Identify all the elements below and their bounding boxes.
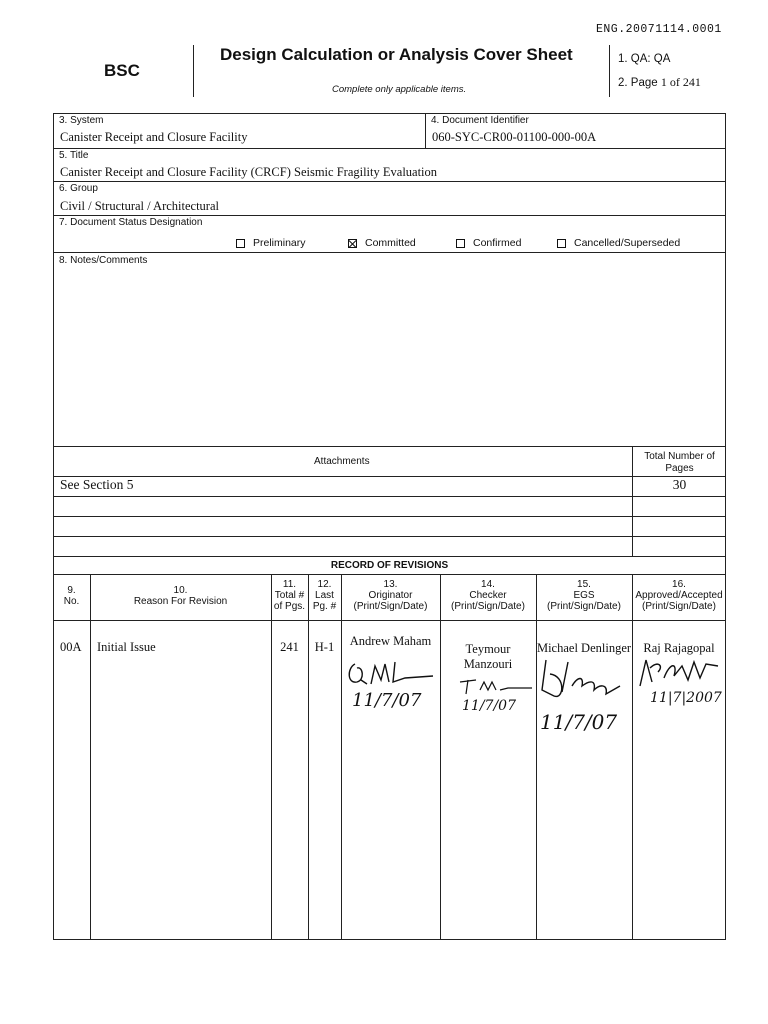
row-divider: [53, 516, 726, 517]
title-label: 5. Title: [59, 150, 89, 161]
col-number: 14.: [481, 579, 495, 590]
row-divider: [53, 556, 726, 557]
title-value: Canister Receipt and Closure Facility (CRCF) Seismic Fragility Evaluation: [60, 165, 438, 179]
header-divider-left: [193, 45, 194, 97]
page-count-label: 2. Page: [618, 77, 661, 89]
col-title: Total #: [274, 590, 305, 601]
checker-name-line1: Teymour: [465, 642, 511, 656]
row-divider: [53, 181, 726, 182]
status-option-label: Committed: [365, 237, 416, 249]
col-header-no: [53, 585, 90, 607]
originator-name: Andrew Maham: [349, 634, 432, 648]
total-pages-header: [633, 451, 726, 475]
col-number: 12.: [317, 579, 332, 590]
group-label: 6. Group: [59, 183, 98, 194]
system-value: Canister Receipt and Closure Facility: [60, 130, 248, 144]
revision-number: 00A: [60, 640, 82, 654]
row-divider: [53, 252, 726, 253]
group-value: Civil / Structural / Architectural: [60, 199, 219, 213]
rev-col-divider: [632, 574, 633, 940]
col-title: Approved/Accepted: [635, 590, 723, 601]
rev-col-divider: [536, 574, 537, 940]
checker-signature: [458, 676, 536, 698]
revision-last-page: H-1: [314, 640, 335, 654]
col-title: EGS: [573, 590, 595, 601]
rev-col-divider: [341, 574, 342, 940]
rev-col-divider: [271, 574, 272, 940]
doc-id-value: 060-SYC-CR00-01100-000-00A: [432, 130, 597, 144]
approver-name: Raj Rajagopal: [643, 641, 715, 655]
col-number: 10.: [173, 585, 188, 596]
status-option-label: Cancelled/Superseded: [574, 237, 681, 249]
status-label: 7. Document Status Designation: [59, 217, 203, 228]
org-logo-text: BSC: [104, 61, 140, 80]
col-title: No.: [63, 596, 80, 607]
revision-reason: Initial Issue: [97, 640, 156, 654]
col-title: Reason For Revision: [133, 596, 228, 607]
approver-date: 11|7|2007: [650, 690, 722, 706]
col-title: (Print/Sign/Date): [353, 601, 428, 612]
col-number: 11.: [282, 579, 297, 590]
checker-date: 11/7/07: [462, 698, 516, 714]
document-reference-number: ENG.20071114.0001: [596, 23, 722, 36]
field-divider: [425, 113, 426, 149]
col-number: 15.: [577, 579, 591, 590]
revisions-header: RECORD OF REVISIONS: [330, 560, 449, 571]
col-number: 16.: [672, 579, 686, 590]
col-title: (Print/Sign/Date): [451, 601, 525, 612]
status-preliminary[interactable]: [236, 237, 306, 249]
egs-signature: [538, 656, 628, 712]
col-title: (Print/Sign/Date): [642, 601, 716, 612]
col-title: Pg. #: [312, 601, 337, 612]
col-number: 13.: [383, 579, 398, 590]
qa-designation: 1. QA: QA: [618, 53, 671, 65]
col-header-total-pages: [271, 579, 308, 612]
approver-signature: [634, 652, 724, 692]
notes-label: 8. Notes/Comments: [59, 255, 148, 266]
checkbox-confirmed[interactable]: [456, 239, 465, 248]
total-pages-header-line1: Total Number of: [644, 451, 715, 462]
rev-col-divider: [308, 574, 309, 940]
page-title: Design Calculation or Analysis Cover Sheet: [220, 45, 573, 64]
status-cancelled[interactable]: [557, 237, 680, 249]
checkbox-preliminary[interactable]: [236, 239, 245, 248]
checker-name-line2: Manzouri: [463, 657, 513, 671]
egs-date: 11/7/07: [540, 710, 618, 734]
row-divider: [53, 620, 726, 621]
page-subtitle: Complete only applicable items.: [332, 84, 467, 95]
rev-col-divider: [90, 574, 91, 940]
status-confirmed[interactable]: [456, 237, 521, 249]
originator-date: 11/7/07: [352, 690, 422, 711]
page-count: [618, 75, 701, 90]
col-title: Checker: [469, 590, 507, 601]
col-header-originator: [341, 579, 440, 612]
egs-name: Michael Denlinger: [536, 641, 632, 655]
col-header-reason: [90, 585, 271, 607]
total-pages-header-line2: Pages: [665, 463, 694, 474]
col-title: (Print/Sign/Date): [547, 601, 621, 612]
col-number: 9.: [67, 585, 76, 596]
status-option-label: Confirmed: [473, 237, 522, 249]
page-count-value: 1 of 241: [660, 75, 701, 89]
attachment-description: See Section 5: [60, 477, 134, 492]
attachments-header: Attachments: [314, 456, 370, 467]
row-divider: [53, 536, 726, 537]
header-divider-right: [609, 45, 610, 97]
system-label: 3. System: [59, 115, 104, 126]
row-divider: [53, 574, 726, 575]
revision-total-pages: 241: [280, 640, 299, 654]
col-title: Last: [315, 590, 334, 601]
row-divider: [53, 215, 726, 216]
checkbox-cancelled[interactable]: [557, 239, 566, 248]
attachment-pages: 30: [672, 477, 687, 492]
row-divider: [53, 496, 726, 497]
col-header-last-page: [308, 579, 341, 612]
col-title: Originator: [368, 590, 413, 601]
doc-id-label: 4. Document Identifier: [431, 115, 529, 126]
status-option-label: Preliminary: [253, 237, 306, 249]
checkbox-committed-checked[interactable]: [348, 239, 357, 248]
col-header-checker: [440, 579, 536, 612]
col-header-egs: [536, 579, 632, 612]
col-header-approved: [632, 579, 726, 612]
row-divider: [53, 148, 726, 149]
status-committed[interactable]: [348, 237, 416, 249]
col-title: of Pgs.: [273, 601, 306, 612]
row-divider: [53, 446, 726, 447]
row-divider: [53, 476, 726, 477]
rev-col-divider: [440, 574, 441, 940]
originator-signature: [345, 656, 437, 692]
